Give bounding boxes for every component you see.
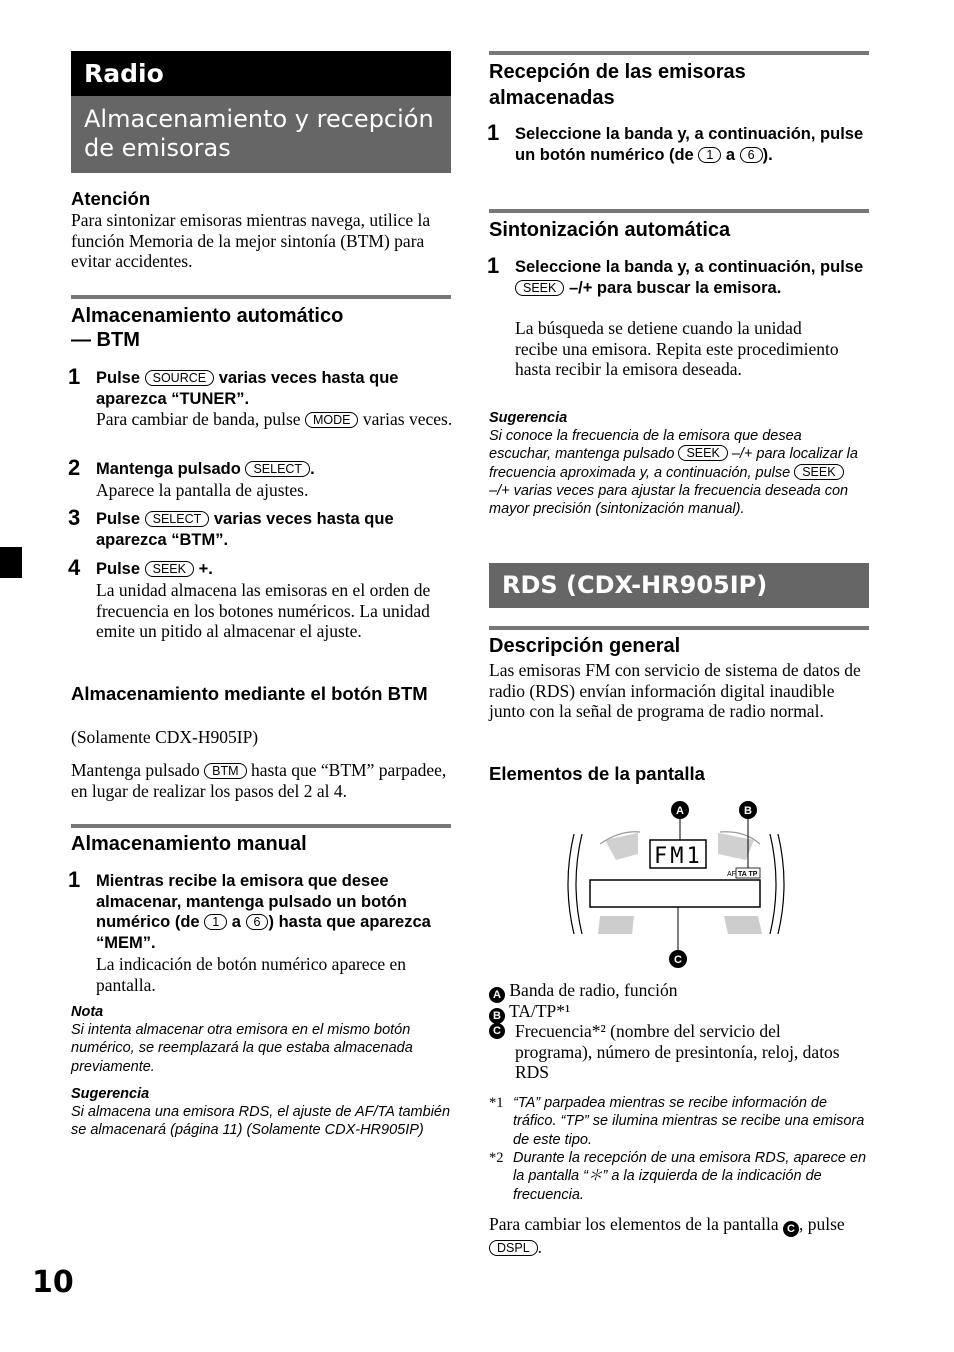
step-text: +.	[198, 560, 213, 578]
step-number: 1	[487, 253, 500, 278]
change-mark: C	[783, 1221, 799, 1237]
callout-b: B	[744, 805, 752, 817]
step-text: a	[725, 145, 736, 164]
step-text: Mientras recibe la emisora que desee almacenar, mantenga pulsado un botón numérico (de	[96, 872, 407, 931]
nota-text: Si intenta almacenar otra emisora en el mismo botón numérico, se reemplazará la que estaba almacenada previamente.	[71, 1022, 413, 1075]
select-button: SELECT	[145, 511, 210, 527]
footnote-mark: *1	[489, 1095, 504, 1111]
footnote-text: “TA” parpadea mientras se recibe información de tráfico. “TP” se ilumina mientras se recibe una emisora de este tipo.	[513, 1095, 865, 1148]
select-button: SELECT	[245, 461, 310, 477]
sugerencia-heading: Sugerencia	[489, 410, 568, 426]
lcd-band-text: FM1	[654, 844, 703, 869]
step-text: Pulse	[96, 510, 141, 528]
note-text: –/+ para localizar la frecuencia aproximada y, a continuación, pulse	[489, 446, 858, 481]
step-text: a	[231, 913, 241, 931]
legend-mark: A	[489, 987, 505, 1003]
divider-rule	[71, 824, 451, 828]
divider-rule	[489, 51, 869, 55]
descripcion-heading: Descripción general	[489, 635, 681, 657]
step-text: Seleccione la banda y, a continuación, pulse	[515, 258, 864, 276]
banner-almacenamiento-text: Almacenamiento y recepción de emisoras	[84, 105, 434, 162]
step-number: 2	[68, 455, 81, 480]
btm-step-1-detail	[96, 409, 454, 430]
step-text: varias veces hasta que aparezca “TUNER”.	[96, 369, 399, 408]
btm-button-text	[71, 760, 455, 801]
recepcion-heading: Recepción de las emisoras almacenadas	[489, 61, 746, 109]
legend-mark: C	[489, 1023, 505, 1039]
footnote	[489, 1094, 869, 1149]
divider-rule	[489, 209, 869, 213]
step-number: 3	[68, 505, 81, 530]
btm-step-2	[96, 459, 451, 480]
legend-text: Frecuencia*² (nombre del servicio del programa), número de presintonía, reloj, datos RDS	[515, 1021, 840, 1082]
divider-rule	[489, 626, 869, 630]
section-banner-radio	[71, 51, 451, 96]
sugerencia-text	[489, 427, 861, 518]
btm-button-only: (Solamente CDX-H905IP)	[71, 727, 259, 747]
manual-step-1	[96, 871, 451, 953]
footnote-text: Durante la recepción de una emisora RDS, aparece en la pantalla “＊” a la izquierda de la indicación de frecuencia.	[513, 1150, 867, 1203]
btm-step-4-detail: La unidad almacena las emisoras en el orden de frecuencia en los botones numéricos. La unidad emite un pitido al almacenar el ajuste.	[96, 580, 431, 641]
btm-button-heading: Almacenamiento mediante el botón BTM	[71, 683, 428, 704]
footnote-mark: *2	[489, 1150, 504, 1166]
recepcion-step-1	[515, 124, 870, 165]
btm-heading-line2: — BTM	[71, 329, 140, 351]
btm-step-4	[96, 559, 451, 580]
step-text: ).	[762, 145, 773, 164]
btm-step-3	[96, 509, 451, 550]
legend-text: Banda de radio, función	[509, 980, 678, 1000]
page-number: 10	[32, 1265, 74, 1300]
legend-item	[489, 980, 869, 1003]
step-number: 1	[487, 120, 500, 145]
display-illustration	[560, 798, 800, 970]
step-text: Pulse	[96, 369, 141, 387]
nota-heading: Nota	[71, 1004, 104, 1020]
btm-step-1	[96, 368, 451, 409]
btm-heading	[71, 304, 451, 352]
seek-key: SEEK	[794, 464, 843, 480]
descripcion-text: Las emisoras FM con servicio de sistema de datos de radio (RDS) envían información digital inaudible junto con la señal de programa de radio normal.	[489, 660, 861, 721]
step-text: Mantenga pulsado	[96, 460, 241, 478]
section-banner-almacenamiento	[71, 96, 451, 173]
elementos-heading: Elementos de la pantalla	[489, 763, 705, 784]
step-number: 1	[68, 867, 81, 892]
manual-heading: Almacenamiento manual	[71, 833, 307, 855]
rds-banner	[489, 563, 869, 608]
callout-a: A	[676, 805, 684, 817]
preset-6-key: 6	[740, 147, 763, 163]
legend-text: TA/TP*¹	[509, 1001, 571, 1021]
change-text: Para cambiar los elementos de la pantalla	[489, 1214, 779, 1234]
sintonizacion-step-1	[515, 257, 870, 298]
sintonizacion-heading: Sintonización automática	[489, 219, 731, 241]
step-text: –/+ para buscar la emisora.	[568, 278, 782, 297]
seek-button: SEEK	[515, 280, 564, 296]
step-number: 1	[68, 364, 81, 389]
step-number: 4	[68, 555, 81, 580]
divider-rule	[71, 295, 451, 299]
legend-item	[489, 1021, 849, 1083]
detail-text: Para cambiar de banda, pulse	[96, 409, 301, 429]
preset-6-key: 6	[246, 914, 269, 930]
btm-step-2-detail: Aparece la pantalla de ajustes.	[96, 480, 309, 500]
btm-heading-line1: Almacenamiento automático	[71, 305, 344, 327]
mode-button: MODE	[305, 412, 359, 428]
seek-button: SEEK	[145, 561, 194, 577]
manual-step-1-detail: La indicación de botón numérico aparece en pantalla.	[96, 954, 406, 995]
side-tab	[0, 547, 22, 578]
seek-key: SEEK	[678, 445, 727, 461]
af-indicator: AF	[727, 871, 736, 878]
sugerencia-text: Si almacena una emisora RDS, el ajuste de AF/TA también se almacenará (página 11) (Solamente CDX-HR905IP)	[71, 1104, 451, 1139]
step-text: varias veces hasta que aparezca “BTM”.	[96, 510, 394, 549]
footnote	[489, 1149, 869, 1204]
sugerencia-heading: Sugerencia	[71, 1086, 150, 1102]
step-text: ) hasta que aparezca “MEM”.	[96, 913, 431, 952]
step-text: Pulse	[96, 560, 141, 578]
callout-c: C	[674, 954, 682, 966]
sintonizacion-step-1-detail: La búsqueda se detiene cuando la unidad recibe una emisora. Repita este procedimiento hasta recibir la emisora deseada.	[515, 318, 839, 379]
dspl-key: DSPL	[489, 1240, 538, 1256]
change-text: .	[537, 1237, 543, 1257]
note-text: –/+ varias veces para ajustar la frecuencia deseada con mayor precisión (sintonización manual).	[489, 482, 849, 518]
rds-banner-text: RDS (CDX-HR905IP)	[502, 571, 768, 599]
ta-tp-indicator: TA TP	[738, 871, 758, 878]
change-text: , pulse	[798, 1214, 845, 1234]
preset-1-key: 1	[698, 147, 721, 163]
change-display-text	[489, 1214, 849, 1258]
legend-mark: B	[489, 1008, 505, 1024]
note-text: Si conoce la frecuencia de la emisora que desea escuchar, mantenga pulsado	[489, 428, 802, 463]
btm-text: Mantenga pulsado	[71, 760, 200, 780]
btm-text: hasta que “BTM” parpadee, en lugar de realizar los pasos del 2 al 4.	[71, 760, 447, 801]
source-button: SOURCE	[145, 370, 214, 386]
preset-1-key: 1	[204, 914, 227, 930]
detail-text: varias veces.	[362, 409, 453, 429]
btm-key: BTM	[204, 763, 246, 779]
banner-radio-text: Radio	[84, 59, 164, 88]
step-text: .	[310, 460, 315, 478]
atencion-heading: Atención	[71, 188, 151, 209]
step-text: Seleccione la banda y, a continuación, pulse un botón numérico (de	[515, 125, 864, 164]
atencion-text: Para sintonizar emisoras mientras navega, utilice la función Memoria de la mejor sintonía (BTM) para evitar accidentes.	[71, 210, 431, 271]
